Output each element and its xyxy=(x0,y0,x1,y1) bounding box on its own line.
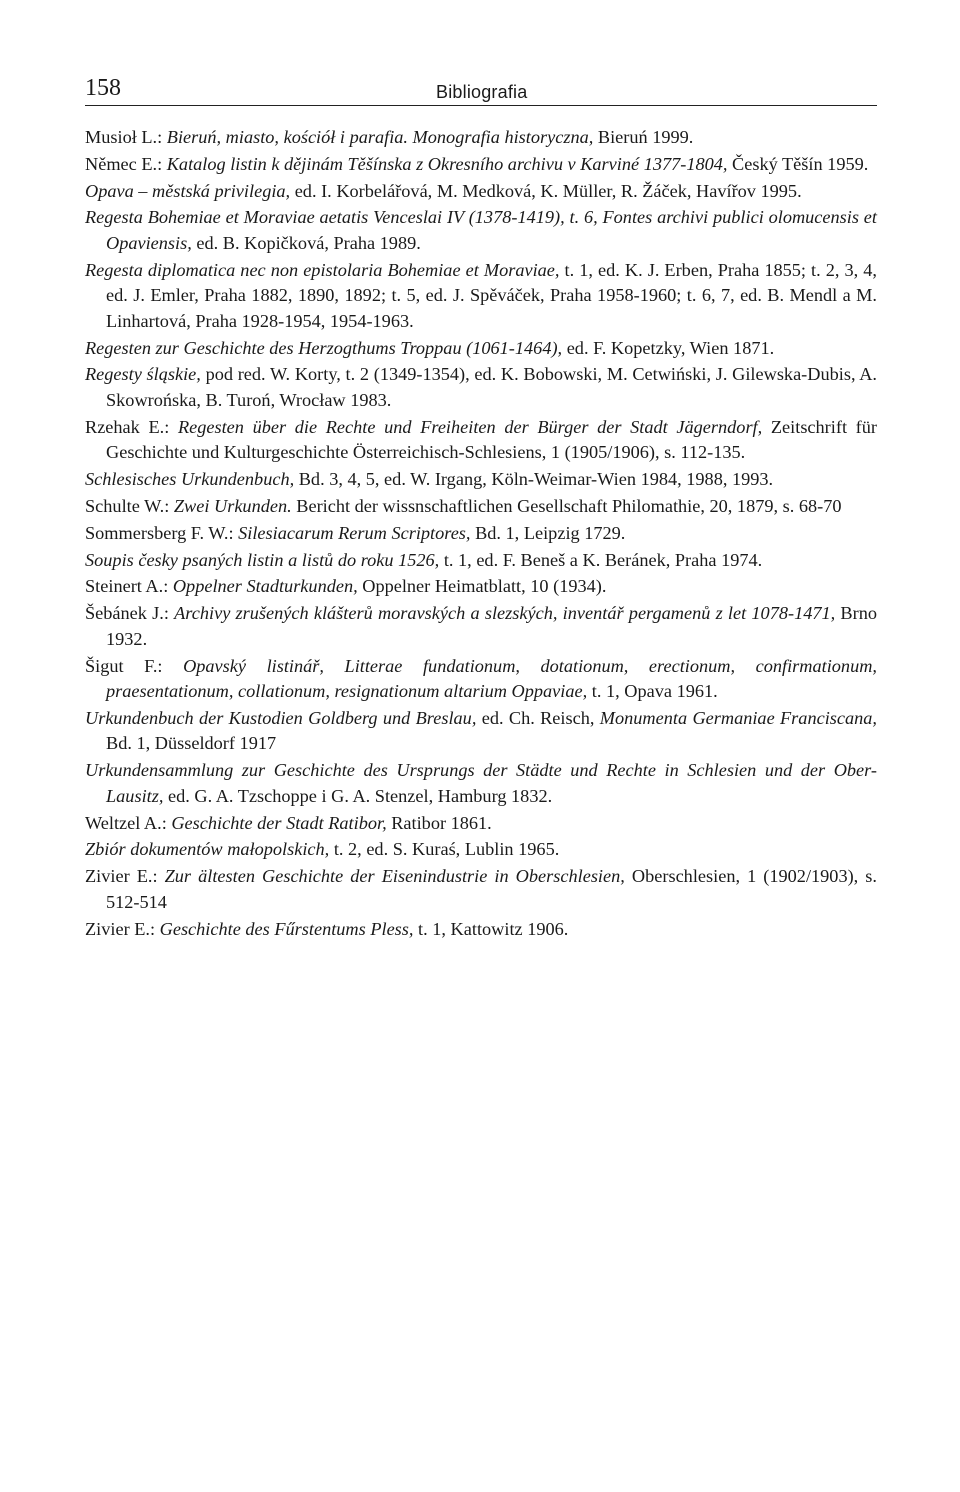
entry-title-text: Schlesisches Urkundenbuch, xyxy=(85,469,295,490)
page-number: 158 xyxy=(85,75,121,101)
entry-text: Brno 1932. xyxy=(106,603,877,649)
entry-text: Steinert A.: xyxy=(85,576,173,597)
bibliography-entry xyxy=(85,548,877,574)
bibliography-entry xyxy=(85,601,877,652)
entry-title-text: Soupis česky psaných listin a listů do roku 1526, xyxy=(85,549,440,570)
entry-title-text: Regesty śląskie, xyxy=(85,364,201,385)
entry-text: Bericht der wissnschaftlichen Gesellschaft Philomathie, 20, 1879, s. 68-70 xyxy=(291,496,842,516)
entry-title-text: Urkundensammlung zur Geschichte des Ursprungs der Städte und Rechte in Schlesien und der Ober-Lausitz, xyxy=(85,760,877,806)
bibliography-entry xyxy=(85,152,877,178)
entry-title-text: Oppelner Stadturkunden, xyxy=(172,576,358,597)
entry-title-text: Regesten über die Rechte und Freiheiten der Bürger der Stadt Jägerndorf, xyxy=(177,416,763,437)
entry-title-text: Opava – městská privilegia, xyxy=(85,180,291,201)
entry-title-text: Regesta Bohemiae et Moraviae aetatis Venceslai IV (1378-1419), t. 6, Fontes archivi publici olomucensis et Opaviensis, xyxy=(85,207,877,253)
entry-text: t. 1, ed. F. Beneš a K. Beránek, Praha 1974. xyxy=(439,549,763,570)
entry-title-text: Zbiór dokumentów małopolskich, xyxy=(85,839,330,860)
entry-text: t. 2, ed. S. Kuraś, Lublin 1965. xyxy=(329,839,560,860)
bibliography-entry xyxy=(85,336,877,362)
entry-text: Sommersberg F. W.: xyxy=(85,522,239,543)
entry-text: ed. I. Korbelářová, M. Medková, K. Müller, R. Žáček, Havířov 1995. xyxy=(290,180,802,201)
bibliography-entry xyxy=(85,917,877,943)
entry-text: Bd. 3, 4, 5, ed. W. Irgang, Köln-Weimar-Wien 1984, 1988, 1993. xyxy=(294,469,774,490)
entry-title-text: Bieruń, miasto, kościół i parafia. Monografia historyczna, xyxy=(166,127,594,147)
bibliography-entry xyxy=(85,521,877,547)
entry-text: Oberschlesien, 1 (1902/1903), s. 512-514 xyxy=(106,866,877,912)
entry-title-text: Silesiacarum Rerum Scriptores, xyxy=(238,522,471,543)
entry-title-text: Regesten zur Geschichte des Herzogthums Troppau (1061-1464), xyxy=(85,337,563,358)
entry-title-text: Geschichte der Stadt Ratibor, xyxy=(171,812,387,833)
entry-text: t. 1, Kattowitz 1906. xyxy=(413,918,569,939)
entry-text: Bieruń 1999. xyxy=(593,127,694,147)
bibliography-entry xyxy=(85,205,877,256)
entry-text: ed. B. Kopičková, Praha 1989. xyxy=(191,232,421,253)
bibliography-list xyxy=(85,125,877,943)
entry-title-text: Monumenta Germaniae Franciscana, xyxy=(599,707,877,728)
entry-text: Šigut F.: xyxy=(85,655,184,676)
entry-text: ed. Ch. Reisch, xyxy=(476,707,600,728)
bibliography-entry xyxy=(85,467,877,493)
bibliography-entry xyxy=(85,362,877,413)
entry-title-text: Zwei Urkunden. xyxy=(173,496,292,516)
entry-text: t. 1, Opava 1961. xyxy=(587,681,718,702)
entry-title-text: Archivy zrušených klášterů moravských a slezských, inventář pergamenů z let 1078-1471, xyxy=(174,603,836,624)
bibliography-entry xyxy=(85,415,877,466)
entry-text: Němec E.: xyxy=(85,153,167,174)
entry-title-text: Geschichte des Fűrstentums Pless, xyxy=(159,918,414,939)
entry-text: Zivier E.: xyxy=(85,866,165,887)
header-rule xyxy=(85,105,877,106)
bibliography-entry xyxy=(85,258,877,335)
entry-text: t. 1, ed. K. J. Erben, Praha 1855; t. 2, 3, 4, ed. J. Emler, Praha 1882, 1890, 1892; t. 5, ed. J. Spěváček, Praha 1958-1960; t. 6, 7, ed. B. Mendl a M. Linhartová, Praha 1928-1954, 1954-1963. xyxy=(106,259,877,331)
entry-text: Schulte W.: xyxy=(85,496,174,516)
entry-text: Ratibor 1861. xyxy=(386,812,492,833)
bibliography-entry xyxy=(85,125,877,151)
entry-text: Bd. 1, Leipzig 1729. xyxy=(470,522,626,543)
bibliography-entry xyxy=(85,864,877,915)
entry-title-text: Katalog listin k dějinám Těšínska z Okresního archivu v Karviné 1377-1804, xyxy=(166,153,728,174)
entry-text: Weltzel A.: xyxy=(85,812,172,833)
bibliography-entry xyxy=(85,574,877,600)
entry-text: Oppelner Heimatblatt, 10 (1934). xyxy=(357,576,607,597)
bibliography-entry xyxy=(85,837,877,863)
entry-text: Musioł L.: xyxy=(85,127,167,147)
entry-text: Zeitschrift für Geschichte und Kulturgeschichte Österreichisch-Schlesiens, 1 (1905/1906), s. 112-135. xyxy=(106,416,877,463)
entry-text: ed. F. Kopetzky, Wien 1871. xyxy=(562,337,775,358)
bibliography-entry xyxy=(85,179,877,205)
bibliography-entry xyxy=(85,654,877,705)
entry-title-text: Opavský listinář, Litterae fundationum, dotationum, erectionum, confirmationum, praesentationum, collationum, resignationum altarium Oppaviae, xyxy=(106,655,877,702)
entry-text: pod red. W. Korty, t. 2 (1349-1354), ed. K. Bobowski, M. Cetwiński, J. Gilewska-Dubis, A. Skowrońska, B. Turoń, Wrocław 1983. xyxy=(106,364,877,411)
entry-text: Zivier E.: xyxy=(85,918,160,939)
bibliography-entry xyxy=(85,811,877,837)
bibliography-entry xyxy=(85,758,877,809)
entry-title-text: Urkundenbuch der Kustodien Goldberg und Breslau, xyxy=(85,707,477,728)
entry-text: Bd. 1, Düsseldorf 1917 xyxy=(106,733,277,754)
bibliography-entry xyxy=(85,494,877,520)
entry-text: Český Těšín 1959. xyxy=(727,153,869,174)
entry-text: Šebánek J.: xyxy=(85,603,175,624)
bibliography-entry xyxy=(85,706,877,757)
entry-title-text: Zur ältesten Geschichte der Eisenindustrie in Oberschlesien, xyxy=(164,866,625,887)
running-title: Bibliografia xyxy=(436,82,528,102)
entry-title-text: Regesta diplomatica nec non epistolaria Bohemiae et Moraviae, xyxy=(85,259,560,280)
entry-text: ed. G. A. Tzschoppe i G. A. Stenzel, Hamburg 1832. xyxy=(163,785,553,806)
entry-text: Rzehak E.: xyxy=(85,416,178,437)
